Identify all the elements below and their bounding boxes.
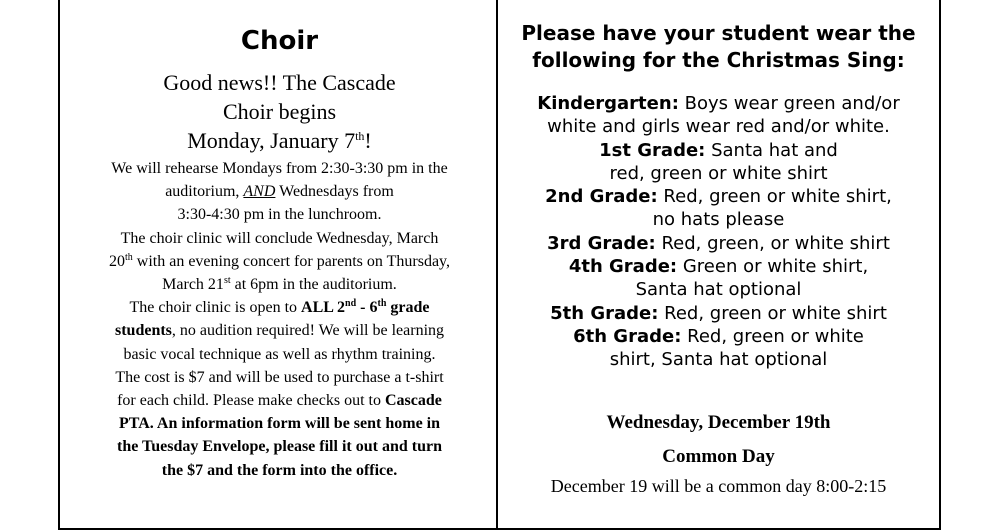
christmas-sing-heading: Please have your student wear the following for the Christmas Sing: bbox=[521, 21, 916, 72]
body-line: students, no audition required! We will be learning bbox=[114, 322, 445, 340]
body-line: 20th with an evening concert for parents on Thursday, bbox=[108, 251, 450, 270]
grade-line-1st: 1st Grade: Santa hat and bbox=[599, 139, 838, 161]
choir-intro bbox=[60, 68, 499, 155]
body-line: The choir clinic will conclude Wednesday, March bbox=[120, 229, 439, 247]
body-line: PTA. An information form will be sent home in bbox=[118, 415, 441, 433]
body-line: for each child. Please make checks out to Cascade bbox=[117, 392, 442, 410]
body-line: The cost is $7 and will be used to purchase a t-shirt bbox=[115, 368, 444, 386]
christmas-sing-panel bbox=[496, 0, 941, 530]
choir-title: Choir bbox=[240, 26, 319, 56]
grade-line-2nd: 2nd Grade: Red, green or white shirt, bbox=[545, 186, 892, 208]
body-line: We will rehearse Mondays from 2:30-3:30 pm in the bbox=[111, 160, 448, 177]
choir-panel bbox=[58, 0, 501, 530]
choir-details bbox=[60, 157, 499, 482]
grade-dress-list bbox=[498, 92, 939, 372]
body-line: the Tuesday Envelope, please fill it out and turn bbox=[117, 438, 442, 456]
grade-line-6th: 6th Grade: Red, green or white bbox=[573, 325, 864, 347]
body-line: The choir clinic is open to ALL 2nd - 6th grade bbox=[129, 298, 430, 317]
intro-line: Monday, January 7th! bbox=[187, 128, 372, 153]
body-line: auditorium, AND Wednesdays from bbox=[165, 183, 394, 201]
grade-line-kindergarten: Kindergarten: Boys wear green and/or bbox=[537, 93, 900, 114]
grade-line-4th: 4th Grade: Green or white shirt, bbox=[568, 256, 869, 278]
common-day-text: December 19 will be a common day 8:00-2:15 bbox=[550, 476, 887, 496]
grade-line-3rd: 3rd Grade: Red, green, or white shirt bbox=[547, 232, 890, 254]
grade-line-1st-cont: red, green or white shirt bbox=[609, 162, 828, 184]
body-line: the $7 and the form into the office. bbox=[161, 461, 398, 479]
common-day-heading: Common Day bbox=[662, 446, 775, 467]
body-line: basic vocal technique as well as rhythm training. bbox=[123, 345, 436, 363]
intro-line: Good news!! The Cascade bbox=[163, 70, 396, 95]
body-line: March 21st at 6pm in the auditorium. bbox=[162, 275, 397, 294]
grade-line-4th-cont: Santa hat optional bbox=[635, 279, 802, 301]
body-line: 3:30-4:30 pm in the lunchroom. bbox=[177, 206, 382, 224]
intro-line: Choir begins bbox=[222, 99, 337, 124]
grade-line-6th-cont: shirt, Santa hat optional bbox=[609, 349, 828, 371]
grade-line-kindergarten-cont: white and girls wear red and/or white. bbox=[547, 116, 890, 138]
grade-line-2nd-cont: no hats please bbox=[652, 209, 785, 231]
grade-line-5th: 5th Grade: Red, green or white shirt bbox=[550, 302, 887, 324]
wednesday-heading: Wednesday, December 19th bbox=[606, 412, 831, 433]
